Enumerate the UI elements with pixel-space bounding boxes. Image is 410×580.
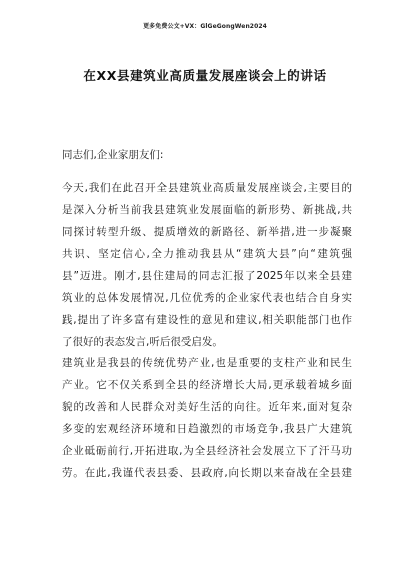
paragraph-line: 筑业的总体发展情况,几位优秀的企业家代表也结合自身实 bbox=[62, 292, 352, 304]
paragraph-line: 貌的改善和人民群众对美好生活的向往。近年来,面对复杂 bbox=[62, 401, 352, 413]
paragraph-line: 建筑业是我县的传统优势产业,也是重要的支柱产业和民生 bbox=[62, 357, 352, 369]
paragraph-line: 了很好的表态发言,听后很受启发。 bbox=[62, 336, 223, 348]
paragraph-1 bbox=[62, 177, 352, 353]
paragraph-line: 多变的宏观经济环境和日趋激烈的市场竞争,我县广大建筑 bbox=[62, 423, 352, 435]
salutation: 同志们,企业家朋友们: bbox=[62, 149, 164, 161]
paragraph-line: 同探讨转型升级、提质增效的新路径、新举措,进一步凝聚 bbox=[62, 226, 352, 238]
paragraph-line: 企业砥砺前行,开拓进取,为全县经济社会发展立下了汗马功 bbox=[62, 445, 352, 457]
paragraph-line: 县”迈进。刚才,县住建局的同志汇报了2025年以来全县建 bbox=[62, 270, 352, 282]
paragraph-line: 是深入分析当前我县建筑业发展面临的新形势、新挑战,共 bbox=[62, 204, 352, 216]
paragraph-line: 共识、坚定信心,全力推动我县从“建筑大县”向“建筑强 bbox=[62, 248, 352, 260]
paragraph-line: 产业。它不仅关系到全县的经济增长大局,更承载着城乡面 bbox=[62, 379, 352, 391]
header-note: 更多免费公文+VX：GlGeGongWen2024 bbox=[143, 23, 267, 30]
paragraph-line: 今天,我们在此召开全县建筑业高质量发展座谈会,主要目的 bbox=[62, 182, 352, 194]
document-title: 在XX县建筑业高质量发展座谈会上的讲话 bbox=[83, 68, 327, 83]
paragraph-2 bbox=[62, 352, 352, 484]
paragraph-line: 劳。在此,我谨代表县委、县政府,向长期以来奋战在全县建 bbox=[62, 467, 352, 479]
paragraph-line: 践,提出了许多富有建设性的意见和建议,相关职能部门也作 bbox=[62, 314, 352, 326]
